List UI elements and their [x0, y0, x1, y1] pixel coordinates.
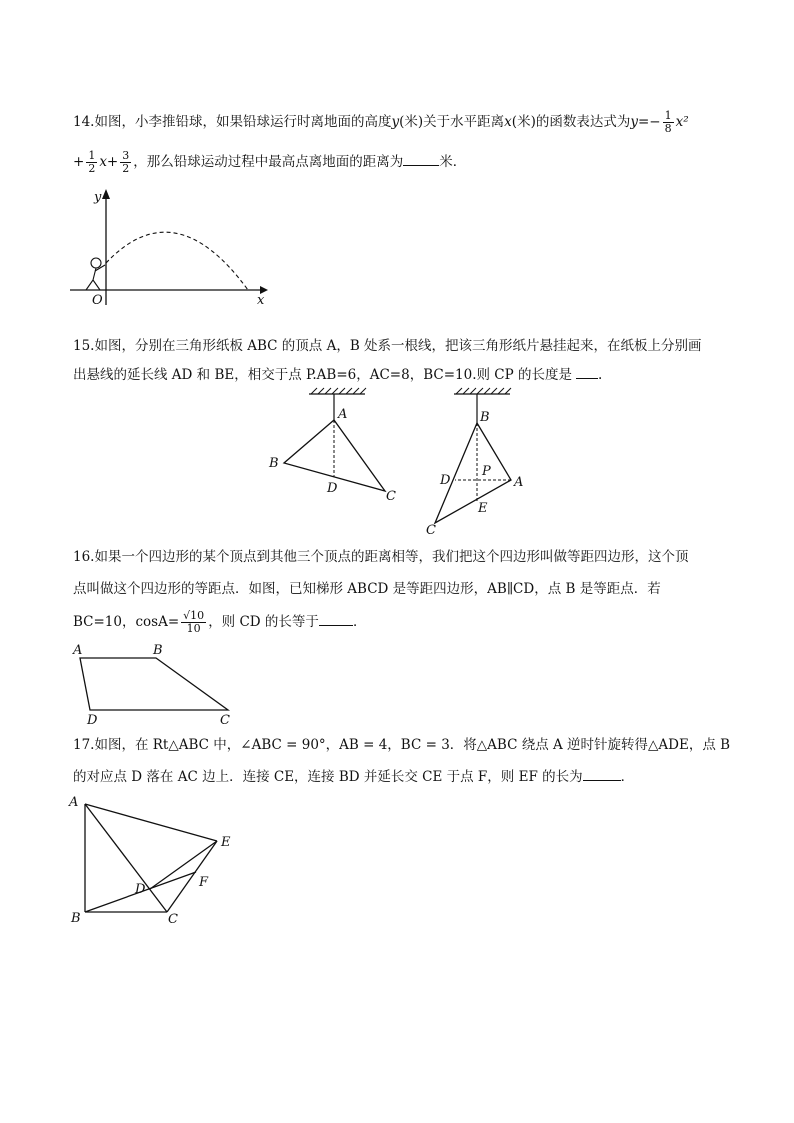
q14-text-a: 14.如图，小李推铅球，如果铅球运行时离地面的高度 — [73, 114, 392, 130]
q14-unit: 米． — [439, 154, 467, 170]
q14-line1 — [73, 110, 689, 135]
q14-text-b: (米)关于水平距离 — [399, 114, 505, 130]
q14-y-arrow — [102, 189, 110, 199]
q14-trajectory — [106, 232, 248, 290]
q14-expr-start: y=− — [630, 114, 661, 130]
q17-label-A: A — [69, 795, 79, 810]
q17-figure — [65, 795, 250, 930]
q14-plus: + — [73, 154, 85, 170]
q15-line1: 15.如图，分别在三角形纸板 ABC 的顶点 A，B 处系一根线，把该三角形纸片悬挂起来，在纸板上分别画 — [73, 338, 702, 354]
q15-fig2-label-E: E — [478, 501, 488, 516]
q15-fig2-label-B: B — [480, 410, 490, 425]
q14-fraction-1: $\frac{1}{8}$ — [664, 109, 672, 135]
q16-figure — [70, 642, 240, 727]
q15-fig2-label-A: A — [514, 475, 524, 490]
q14-origin-label: O — [92, 293, 103, 308]
q17-label-F: F — [199, 875, 209, 890]
q15-figure-1 — [265, 388, 405, 508]
q17-side-CE — [167, 841, 217, 912]
q14-text-c: (米)的函数表达式为 — [511, 114, 631, 130]
q14-y-label: y — [94, 190, 102, 205]
q15-fig1-label-B: B — [269, 456, 279, 471]
q17-label-C: C — [168, 912, 178, 927]
q14-x-label: x — [257, 293, 265, 308]
q15-line2: 出悬线的延长线 AD 和 BE，相交于点 P.AB=6，AC=8，BC=10.则 CP 的长度是 . — [73, 367, 603, 383]
q16-line3: BC=10，cosA= $\frac{√10}{10}$ ，则 CD 的长等于 ． — [73, 609, 367, 635]
q14-text-end: ，那么铅球运动过程中最高点离地面的距离为 — [133, 154, 404, 170]
q14-person-leg2 — [93, 280, 100, 290]
q15-fig2-label-D: D — [440, 473, 451, 488]
q16-cos-fraction: $\frac{√10}{10}$ — [183, 609, 205, 635]
q14-person-body — [93, 268, 96, 280]
q17-label-D: D — [135, 882, 146, 897]
q14-fraction-2: $\frac{1}{2}$ — [88, 149, 96, 175]
q14-x-var: x — [504, 114, 512, 130]
q14-person-leg1 — [86, 280, 93, 290]
q16-trapezoid — [80, 658, 228, 710]
q15-fig2-label-C: C — [426, 523, 436, 538]
q14-x-squared: x² — [675, 114, 689, 130]
q16-answer-blank[interactable] — [319, 625, 353, 626]
q15-fig2-label-P: P — [482, 464, 491, 479]
q15-fig1-label-A: A — [338, 407, 348, 422]
q15-ceiling-hatch-1 — [311, 388, 366, 394]
q16-line1: 16.如果一个四边形的某个顶点到其他三个顶点的距离相等，我们把这个四边形叫做等距四边形，这个顶 — [73, 549, 689, 565]
q17-answer-blank[interactable] — [583, 780, 621, 781]
q14-fraction-3: $\frac{3}{2}$ — [122, 149, 130, 175]
q16-label-A: A — [73, 643, 83, 658]
q14-person-head — [91, 258, 101, 268]
q17-line1: 17.如图，在 Rt△ABC 中，∠ABC = 90°，AB = 4，BC = 3．将△ABC 绕点 A 逆时针旋转得△ADE，点 B — [73, 737, 731, 753]
q17-line2: 的对应点 D 落在 AC 边上．连接 CE，连接 BD 并延长交 CE 于点 F，则 EF 的长为 ． — [73, 769, 635, 785]
q15-fig1-label-C: C — [386, 489, 396, 504]
q14-line2 — [73, 150, 466, 175]
q17-side-AE — [85, 804, 217, 841]
q17-side-AC — [85, 804, 167, 912]
q14-x-plus: x+ — [99, 154, 119, 170]
q15-figure-2 — [420, 388, 540, 538]
q16-label-C: C — [220, 713, 230, 728]
q14-answer-blank[interactable] — [403, 165, 439, 166]
q16-line2: 点叫做这个四边形的等距点．如图，已知梯形 ABCD 是等距四边形，AB∥CD，点 B 是等距点．若 — [73, 581, 661, 597]
q17-label-E: E — [221, 835, 231, 850]
q16-label-D: D — [87, 713, 98, 728]
q17-label-B: B — [71, 911, 81, 926]
q15-answer-blank[interactable] — [576, 378, 598, 379]
q14-y-var: y — [391, 114, 400, 130]
q14-figure — [60, 185, 280, 310]
q15-ceiling-hatch-2 — [456, 388, 511, 394]
q15-fig1-label-D: D — [327, 481, 338, 496]
q16-label-B: B — [153, 643, 163, 658]
